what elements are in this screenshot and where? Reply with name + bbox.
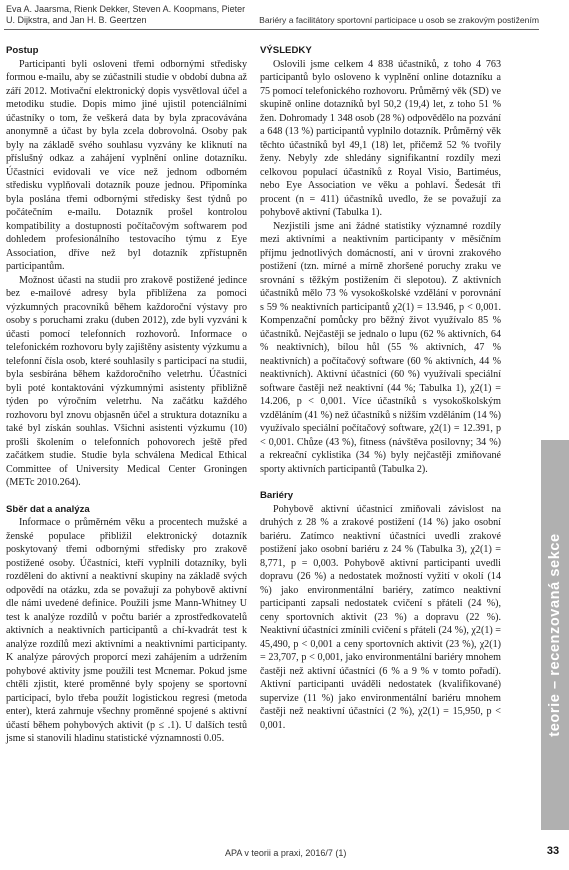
header-authors: Eva A. Jaarsma, Rienk Dekker, Steven A. Koopmans, Pieter U. Dijkstra, and Jan H. B. Geertzen: [6, 4, 246, 25]
footer-journal: APA v teorii a praxi, 2016/7 (1): [225, 848, 347, 858]
sidebar-label: teorie – recenzovaná sekce: [547, 533, 563, 737]
section-sidebar-tab: [541, 440, 569, 830]
paragraph: Možnost účasti na studii pro zrakově postižené jedince bez e-mailové adresy byla přiblížena za pomoci výzkumných pracovníků během každoroční výstavy pro osoby s poruchami zraku (duben 2012), zde byli vyzváni k účasti pomocí telefonních rozhovorů. Informace o telefonickém rozhovoru byly zajištěny asistenty výzkumu a telefonní čísla osob, které souhlasily s participací na studii, byla sesbírána během každoročního veletrhu. Účastníci byli poté kontaktováni výzkumnými asistenty přibližně týden po výročním veletrhu. Na začátku každého rozhovoru byl znovu objasněn účel a struktura dotazníku a také byl získán souhlas. Všichni asistenti výzkumu (10) prošli školením o telefonních pohovorech ještě před začátkem studie. Studie byla schválena Medical Ethical Committee of University Medical Center Groningen (METc 2010.264).: [6, 274, 247, 488]
paragraph: Informace o průměrném věku a procentech mužské a ženské populace přibližil elektronický dotazník poskytovaný třemi odbornými středisky pro zrakově postižené osoby. Účastníci, kteří vyplnili dotazníky, byli rozděleni do aktivní a neaktivní skupiny na základě svých odpovědí na otázku, zda se považují za pohybově aktivní dle námi uvedené definice. Použili jsme Mann-Whitney U test k analýze rozdílů v počtu bariér a zprostředkovatelů aktivních a neaktivních participantů a chí-kvadrát test k analýze rozdílů mezi aktivními a neaktivními participanty. K analýze párových proporcí mezi zahájením a udržením pohybové aktivity jsme použili test Mcnemar. Pokud jsme chtěli zjistit, které proměnné byly spojeny se sportovní participací, bylo třeba použít logistickou regresi (metoda enter), která zahrnuje všechny proměnné spojené s aktivní účastí během pohybových aktivit (p ≤ .1). U dalších testů jsme si stanovili hladinu statistické významnosti 0.05.: [6, 517, 247, 744]
section-heading-sber-dat: Sběr dat a analýza: [6, 503, 90, 515]
section-heading-vysledky: VÝSLEDKY: [260, 45, 312, 56]
section-heading-bariery: Bariéry: [260, 490, 294, 501]
paragraph: Nezjistili jsme ani žádné statistiky významné rozdíly mezi aktivními a neaktivním participanty v měsíčním příjmu jednotlivých domácností, ani v úrovni zrakového postižení (tzn. mírné a mírně zhoršené poruchy zraku ve srovnání s těžkým postižením či slepotou). Z aktivních účastníků mělo 73 % vysokoškolské vzdělání v porovnání s 59 % neaktivních participantů χ2(1) = 13.946, p < 0,001. Kompenzační pomůcky pro běžný život využívalo 85 % účastníků. Nejčastěji se jednalo o lupu (62 % aktivních, 64 % neaktivních), bílou hůl (55 % aktivních, 47 % neaktivních) a počítačový software (60 % aktivních, 44 % neaktivních). Aktivní účastníci (60 %) využívali speciální software častěji než neaktivní (44 %; Tabulka 1), χ2(1) = 14.206, p < 0,001. Více účastníků s vysokoškolským vzděláním (41 %) než účastníků s nižším vzděláním (14 %) využívalo speciální počítačový software, χ2(1) = 12.391, p < 0,001. Chůze (43 %), fitness (návštěva posilovny; 34 %) a rekreační cyklistika (34 %) byly nejčastěji zmiňované sporty aktivních participantů (Tabulka 2).: [260, 220, 501, 475]
header-running-title: Bariéry a facilitátory sportovní participace u osob se zrakovým postižením: [259, 15, 539, 25]
paragraph: Oslovili jsme celkem 4 838 účastníků, z toho 4 763 participantů bylo osloveno k vyplnění online dotazníku a 75 pomocí telefonického rozhovoru. Průměrný věk (SD) ve skupině online dotazníků byl 50,2 (19,4) let, z toho 51 % žen. Dohromady 1 348 osob (28 %) odpovědělo na pozvání a 648 (13 %) participantů vyplnilo dotazník. Průměrný věk těchto účastníků byl 49,1 (18) let, přičemž 52 % tvořily ženy. Nebyly zde shledány signifikantní rozdíly mezi celkovou populací účastníků z Royal Visio, Bartiméus, nebo Eye Association ve věku a pohlaví. Šedesát tři procent (n = 411) účastníků uvedlo, že se považují za pohybově aktivní (Tabulka 1).: [260, 58, 501, 218]
header-divider: [4, 29, 539, 30]
left-column: [6, 44, 247, 746]
right-column: [260, 44, 501, 732]
page-number: 33: [546, 845, 560, 857]
paragraph: Participanti byli osloveni třemi odbornými středisky formou e-mailu, aby se zúčastnili studie v období dubna až září 2012. Motivační elektronický dopis vysvětloval účel a metodiku studie. Dopis mimo jiné ujistil potenciálními účastníky o tom, že veškerá data by byla zpracovávána anonymně a účast by byla zcela dobrovolná. Osoby pak byly na základě svého souhlasu vyzvány ke kliknutí na příslušný odkaz a zahájení vyplnění online dotazníku. Účastníci evidovali ve více než jednom odborném středisku vyplňovali dotazník pouze jednou. Připomínka byla poslána třemi odbornými středisky šest týdnů po počátečním e-mailu. Dotazník prošel kontrolou kompatibility a dostupnosti počítačovým softwarem pod dohledem profesionálního testovacího týmu z Eye Association, dříve než byl dotazník zpřístupněn participantům.: [6, 58, 247, 272]
paragraph: Pohybově aktivní účastnicí zmiňovali závislost na druhých z 28 % a zrakové postižení (14 %) jako osobní bariéru. Zatímco neaktivní účastníci uvedli zrakové postižení jako osobní bariéru z 24 % (Tabulka 3), χ2(1) = 8,771, p = 0,003. Pohybově aktivní participanti uvedli dopravu (26 %) a nedostatek možností vyžití v okolí (14 %) jako environmentální bariéry, zatímco neaktivní participanti zapsali nedostatek cvičení s přáteli (24 %), ceny sportovních aktivit (23 %) a dopravu (22 %). Neaktivní účastníci zmínili cvičení s přáteli (24 %), χ2(1) = 45,490, p < 0,001 a ceny sportovních aktivit (23 %), χ2(1) = 23,707, p < 0,001, jako environmentální bariéry mnohem častěji než aktivní účastníci (6 % a 9 % v tomto pořadí). Aktivní participanti uváděli nedostatek (kvalifikované) supervize (11 %) jako environmentální bariéru mnohem častěji než neaktivní účastníci (2 %), χ2(1) = 15,950, p < 0,001.: [260, 503, 501, 731]
section-heading-postup: Postup: [6, 45, 39, 56]
